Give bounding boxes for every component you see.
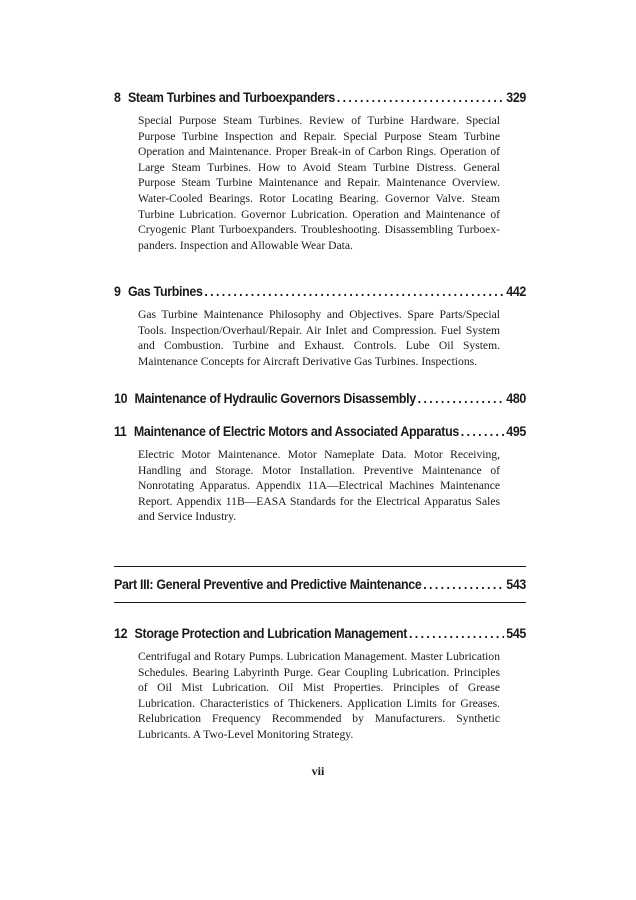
dot-leader — [423, 577, 504, 592]
dot-leader — [337, 90, 505, 105]
dot-leader — [461, 424, 505, 439]
chapter-page-number: 495 — [506, 424, 527, 439]
toc-entry-chapter-11[interactable] — [114, 424, 526, 525]
chapter-heading — [114, 90, 526, 105]
chapter-heading — [114, 284, 526, 299]
chapter-title: Storage Protection and Lubrication Management — [134, 626, 408, 641]
chapter-page-number: 545 — [506, 626, 527, 641]
chapter-title: Maintenance of Hydraulic Governors Disassembly — [134, 391, 416, 406]
chapter-description: Electric Motor Maintenance. Motor Nameplate Data. Motor Receiving, Handling and Storage. Motor Installation. Preventive Maintenance of Nonrotating Apparatus. Appendix 11A—Electrical Machines Maintenance Report. Appendix 11B—EASA Standards for the Electrical Apparatus Sales and Service Industry. — [138, 448, 500, 524]
chapter-title: Steam Turbines and Turboexpanders — [127, 90, 335, 105]
part-title: Part III: General Preventive and Predictive Maintenance — [114, 577, 422, 592]
chapter-number: 12 — [114, 626, 128, 641]
chapter-page-number: 329 — [506, 90, 527, 105]
part-rule-bottom — [114, 602, 526, 603]
dot-leader — [204, 284, 504, 299]
toc-entry-chapter-10[interactable] — [114, 391, 526, 406]
part-heading — [114, 577, 526, 592]
page-folio: vii — [311, 764, 325, 778]
chapter-page-number: 480 — [506, 391, 527, 406]
chapter-page-number: 442 — [506, 284, 527, 299]
chapter-description: Gas Turbine Maintenance Philosophy and Objectives. Spare Parts/Special Tools. Inspection/Overhaul/Repair. Air Inlet and Compression. Fuel System and Combustion. Turbine and Exhaust. Controls. Lube Oil System. Maintenance Concepts for Aircraft Derivative Gas Turbines. Inspections. — [138, 308, 500, 368]
toc-entry-part-3[interactable] — [114, 577, 526, 592]
chapter-number: 8 — [114, 90, 121, 105]
chapter-description: Special Purpose Steam Turbines. Review of Turbine Hardware. Special Purpose Turbine Inspection and Repair. Special Purpose Steam Turbine Operation and Maintenance. Proper Break-in of Carbon Rings. Operation of Large Steam Turbines. How to Avoid Steam Turbine Distress. General Purpose Steam Turbine Maintenance and Repair. Maintenance Overview. Water-Cooled Bearings. Rotor Locating Bearing. Governor Valve. Steam Turbine Lubrication. Governor Lubrication. Operation and Maintenance of Cryogenic Plant Turboexpanders. Troubleshooting. Disassembling Turboexpanders. Inspection and Allowable Wear Data. — [138, 114, 500, 252]
toc-entry-chapter-8[interactable] — [114, 90, 526, 253]
chapter-heading — [114, 424, 526, 439]
dot-leader — [409, 626, 504, 641]
chapter-number: 11 — [114, 424, 127, 439]
chapter-title: Gas Turbines — [127, 284, 203, 299]
chapter-number: 9 — [114, 284, 121, 299]
chapter-number: 10 — [114, 391, 128, 406]
chapter-description: Centrifugal and Rotary Pumps. Lubrication Management. Master Lubrication Schedules. Bearing Labyrinth Purge. Gear Coupling Lubrication. Principles of Oil Mist Lubrication. Oil Mist Properties. Principles of Grease Lubrication. Characteristics of Thickeners. Application Limits for Greases. Relubrication Frequency Recommended by Manufacturers. Synthetic Lubricants. A Two-Level Monitoring Strategy. — [138, 650, 500, 741]
toc-entry-chapter-12[interactable] — [114, 626, 526, 743]
chapter-heading — [114, 391, 526, 406]
toc-entry-chapter-9[interactable] — [114, 284, 526, 369]
part-rule-top — [114, 566, 526, 567]
dot-leader — [418, 391, 505, 406]
part-page-number: 543 — [506, 577, 527, 592]
chapter-title: Maintenance of Electric Motors and Associated Apparatus — [133, 424, 459, 439]
chapter-heading — [114, 626, 526, 641]
